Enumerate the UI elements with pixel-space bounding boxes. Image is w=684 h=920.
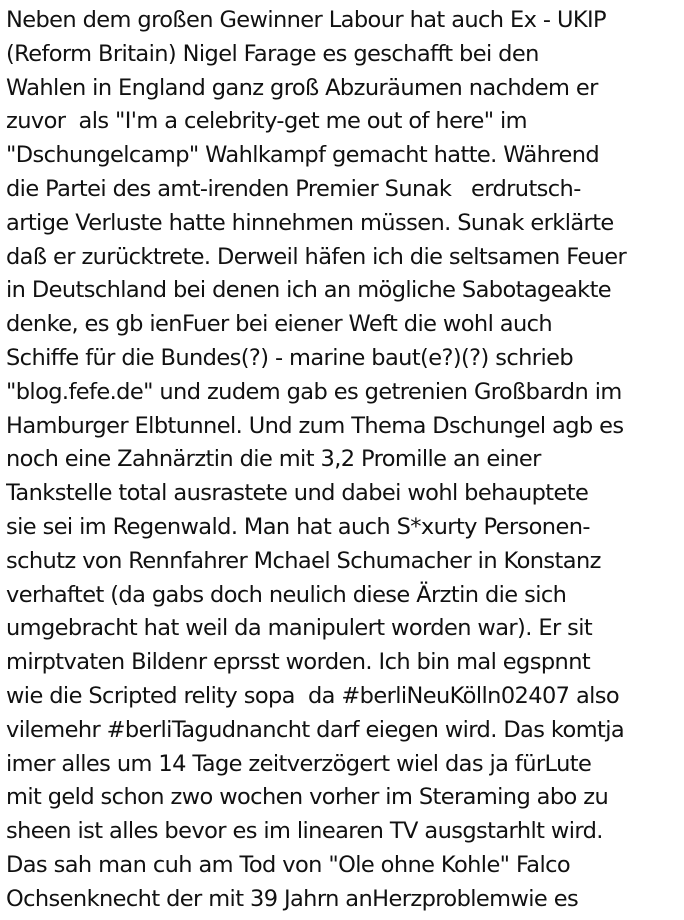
text-line: verhaftet (da gabs doch neulich diese Ärztin die sich <box>6 581 567 608</box>
text-line: imer alles um 14 Tage zeitverzögert wiel das ja fürLute <box>6 750 592 777</box>
body-text <box>6 4 682 917</box>
text-line: umgebracht hat weil da manipulert worden war). Er sit <box>6 615 593 642</box>
text-line: die Partei des amt-irenden Premier Sunak erdrutsch- <box>6 175 581 202</box>
text-line: sie sei im Regenwald. Man hat auch S*xurty Personen- <box>6 513 590 540</box>
text-line: Hamburger Elbtunnel. Und zum Thema Dschungel agb es <box>6 412 624 439</box>
text-line: wie die Scripted relity sopa da #berliNeuKölln02407 also <box>6 682 620 709</box>
text-line: sheen ist alles bevor es im linearen TV ausgstarhlt wird. <box>6 818 603 845</box>
text-line: (Reform Britain) Nigel Farage es geschafft bei den <box>6 40 539 67</box>
text-line: Wahlen in England ganz groß Abzuräumen nachdem er <box>6 74 598 101</box>
text-line: "blog.fefe.de" und zudem gab es getrenien Großbardn im <box>6 378 622 405</box>
text-line: Neben dem großen Gewinner Labour hat auch Ex - UKIP <box>6 7 607 33</box>
text-line: artige Verluste hatte hinnehmen müssen. Sunak erklärte <box>6 209 614 236</box>
text-line: in Deutschland bei denen ich an mögliche Sabotageakte <box>6 277 612 304</box>
text-line: "Dschungelcamp" Wahlkampf gemacht hatte. Während <box>6 142 600 169</box>
text-line: noch eine Zahnärztin die mit 3,2 Promille an einer <box>6 446 541 473</box>
text-line: daß er zurücktrete. Derweil häfen ich die seltsamen Feuer <box>6 243 627 270</box>
text-line: vilemehr #berliTagudnancht darf eiegen wird. Das komtja <box>6 716 625 743</box>
text-line: mirptvaten Bildenr eprsst worden. Ich bin mal egspnnt <box>6 649 591 676</box>
text-line: Tankstelle total ausrastete und dabei wohl behauptete <box>6 480 589 507</box>
text-line: denke, es gb ienFuer bei eiener Weft die wohl auch <box>6 311 553 338</box>
text-line: Schiffe für die Bundes(?) - marine baut(e?)(?) schrieb <box>6 344 574 371</box>
text-line: Ochsenknecht der mit 39 Jahrn anHerzproblemwie es <box>6 885 579 912</box>
text-line: mit geld schon zwo wochen vorher im Steraming abo zu <box>6 784 609 811</box>
text-line: Das sah man cuh am Tod von "Ole ohne Kohle" Falco <box>6 851 571 878</box>
text-line: zuvor als "I'm a celebrity-get me out of here" im <box>6 108 527 135</box>
text-line: schutz von Rennfahrer Mchael Schumacher in Konstanz <box>6 547 601 574</box>
